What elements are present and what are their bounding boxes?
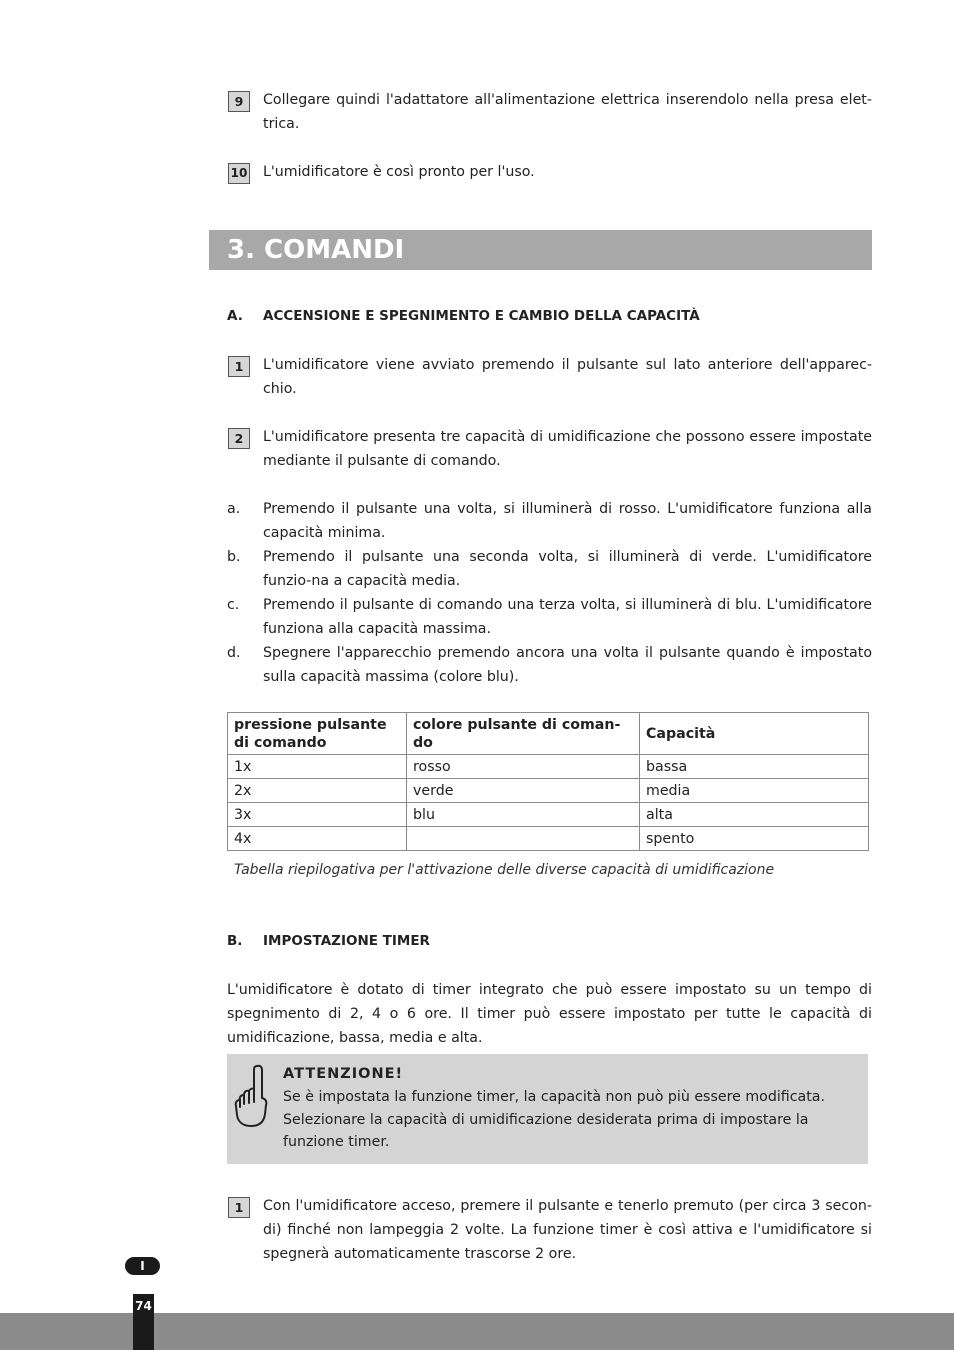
page-number-box: [133, 1294, 154, 1350]
list-letter-d: d.: [227, 645, 241, 661]
step-text-a2: L'umidificatore presenta tre capacità di umidificazione che possono essere impostate mediante il pulsante di comando.: [263, 429, 872, 469]
language-badge: I: [125, 1257, 160, 1275]
table-cell: bassa: [640, 755, 869, 779]
page-number: 74: [135, 1299, 152, 1313]
table-cell: verde: [407, 779, 640, 803]
list-text-a: Premendo il pulsante una volta, si illuminerà di rosso. L'umidificatore funziona alla capacità minima.: [263, 501, 872, 541]
table-cell: [407, 827, 640, 851]
capacity-summary-table: [227, 712, 869, 851]
table-cell: rosso: [407, 755, 640, 779]
table-cell: 1x: [228, 755, 407, 779]
table-header-cell: pressione pulsante di comando: [228, 713, 407, 755]
table-caption: Tabella riepilogativa per l'attivazione delle diverse capacità di umidificazione: [234, 862, 775, 878]
table-header-cell: Capacità: [640, 713, 869, 755]
list-text-b: Premendo il pulsante una seconda volta, si illuminerà di verde. L'umidificatore funzio-na a capacità media.: [263, 549, 872, 589]
table-cell: spento: [640, 827, 869, 851]
subsection-a-heading: [227, 308, 872, 328]
step-text-a1: L'umidificatore viene avviato premendo il pulsante sul lato anteriore dell'apparec-chio.: [263, 357, 872, 397]
warning-body: Se è impostata la funzione timer, la capacità non può più essere modificata. Selezionare la capacità di umidificazione desiderata prima di impostare la funzione timer.: [283, 1089, 825, 1150]
list-letter-b: b.: [227, 549, 241, 565]
subsection-a-letter: A.: [227, 308, 243, 324]
subsection-b-letter: B.: [227, 933, 243, 949]
table-cell: 2x: [228, 779, 407, 803]
list-letter-c: c.: [227, 597, 240, 613]
table-row: [228, 827, 869, 851]
table-row: [228, 755, 869, 779]
step-text-10: L'umidificatore è così pronto per l'uso.: [263, 164, 535, 180]
table-cell: media: [640, 779, 869, 803]
step-number-a2: 2: [228, 428, 250, 449]
table-cell: 3x: [228, 803, 407, 827]
table-row: [228, 779, 869, 803]
step-text-9: Collegare quindi l'adattatore all'alimentazione elettrica inserendolo nella presa elet-trica.: [263, 92, 872, 132]
table-cell: blu: [407, 803, 640, 827]
table-cell: alta: [640, 803, 869, 827]
timer-intro-paragraph: L'umidificatore è dotato di timer integrato che può essere impostato su un tempo di spegnimento di 2, 4 o 6 ore. Il timer può essere impostato per tutte le capacità di umidificazione, bassa, media e alta.: [227, 982, 872, 1046]
subsection-a-title: ACCENSIONE E SPEGNIMENTO E CAMBIO DELLA CAPACITÀ: [263, 308, 700, 324]
subsection-b-title: IMPOSTAZIONE TIMER: [263, 933, 430, 949]
section-banner: [209, 230, 872, 270]
table-row: [228, 803, 869, 827]
warning-title: ATTENZIONE!: [283, 1066, 404, 1082]
table-header-cell: colore pulsante di coman-do: [407, 713, 640, 755]
step-number-9: 9: [228, 91, 250, 112]
step-text-b1: Con l'umidificatore acceso, premere il pulsante e tenerlo premuto (per circa 3 secon-di) finché non lampeggia 2 volte. La funzione timer è così attiva e l'umidificatore si spegnerà automaticamente trascorse 2 ore.: [263, 1198, 872, 1262]
warning-box: [227, 1054, 868, 1164]
section-title: 3. COMANDI: [227, 235, 405, 265]
table-header-row: [228, 713, 869, 755]
list-letter-a: a.: [227, 501, 241, 517]
pointing-hand-icon: [231, 1062, 269, 1130]
step-number-10: 10: [228, 163, 250, 184]
list-text-d: Spegnere l'apparecchio premendo ancora una volta il pulsante quando è impostato sulla capacità massima (colore blu).: [263, 645, 872, 685]
step-number-b1: 1: [228, 1197, 250, 1218]
table-cell: 4x: [228, 827, 407, 851]
list-text-c: Premendo il pulsante di comando una terza volta, si illuminerà di blu. L'umidificatore funziona alla capacità massima.: [263, 597, 872, 637]
step-number-a1: 1: [228, 356, 250, 377]
subsection-b-heading: [227, 933, 872, 953]
